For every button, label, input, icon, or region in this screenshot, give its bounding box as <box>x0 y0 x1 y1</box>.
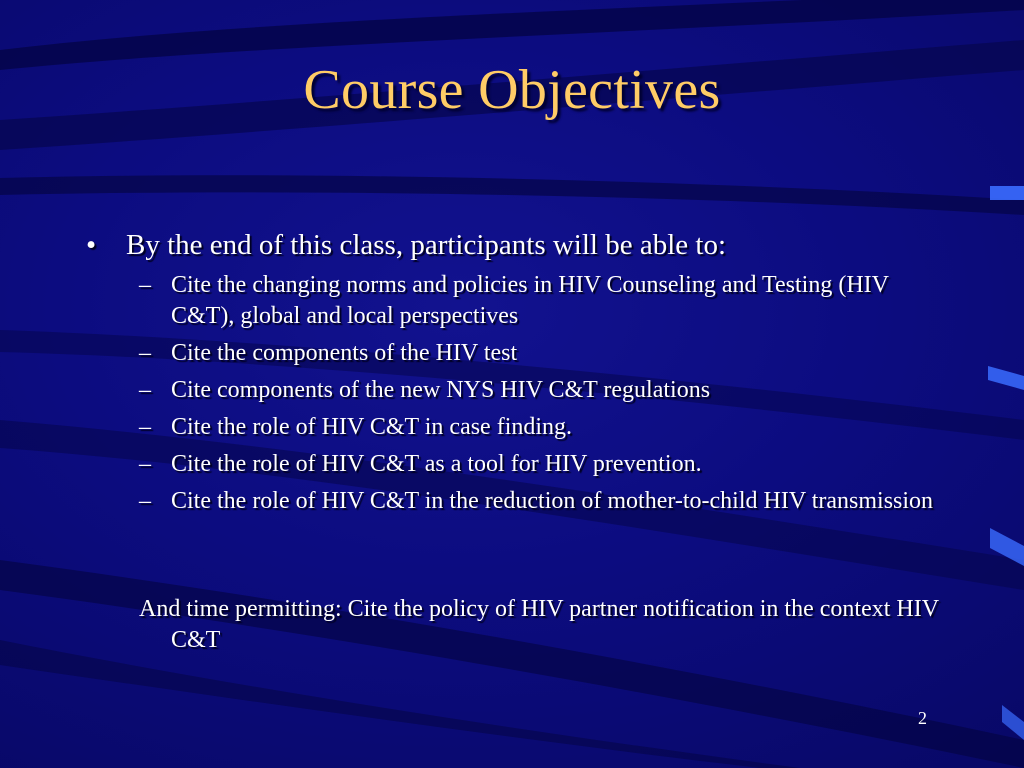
list-item <box>86 449 946 480</box>
accent-stripe <box>990 186 1024 200</box>
accent-stripe <box>1002 705 1024 740</box>
dash-icon: – <box>139 414 151 440</box>
list-item-text: Cite the role of HIV C&T in the reduction of mother-to-child HIV transmission <box>171 488 934 514</box>
bg-band <box>0 175 1024 215</box>
slide-title: Course Objectives <box>303 59 721 121</box>
list-item <box>86 270 946 332</box>
main-bullet <box>86 226 946 264</box>
list-item <box>86 375 946 406</box>
dash-icon: – <box>139 340 151 366</box>
dash-icon: – <box>139 272 151 298</box>
dash-icon: – <box>139 377 151 403</box>
dash-icon: – <box>139 451 151 477</box>
time-permitting-note: And time permitting: Cite the policy of HIV partner notification in the context HIV C&T <box>139 596 939 653</box>
list-item-text: Cite the changing norms and policies in HIV Counseling and Testing (HIV C&T), global and local perspectives <box>171 272 889 329</box>
list-item-text: Cite the components of the HIV test <box>171 340 518 366</box>
list-item-text: Cite the role of HIV C&T as a tool for HIV prevention. <box>171 451 702 477</box>
slide-content <box>86 226 946 523</box>
dash-icon: – <box>139 488 151 514</box>
main-bullet-text: By the end of this class, participants will be able to: <box>126 229 727 261</box>
page-number: 2 <box>918 708 927 728</box>
list-item <box>86 412 946 443</box>
bg-band <box>0 640 800 768</box>
list-item-text: Cite the role of HIV C&T in case finding. <box>171 414 573 440</box>
list-item <box>86 338 946 369</box>
list-item <box>86 486 946 517</box>
list-item-text: Cite components of the new NYS HIV C&T regulations <box>171 377 711 403</box>
accent-stripe <box>988 366 1024 390</box>
objectives-list <box>86 270 946 517</box>
bullet-icon: • <box>86 229 97 261</box>
